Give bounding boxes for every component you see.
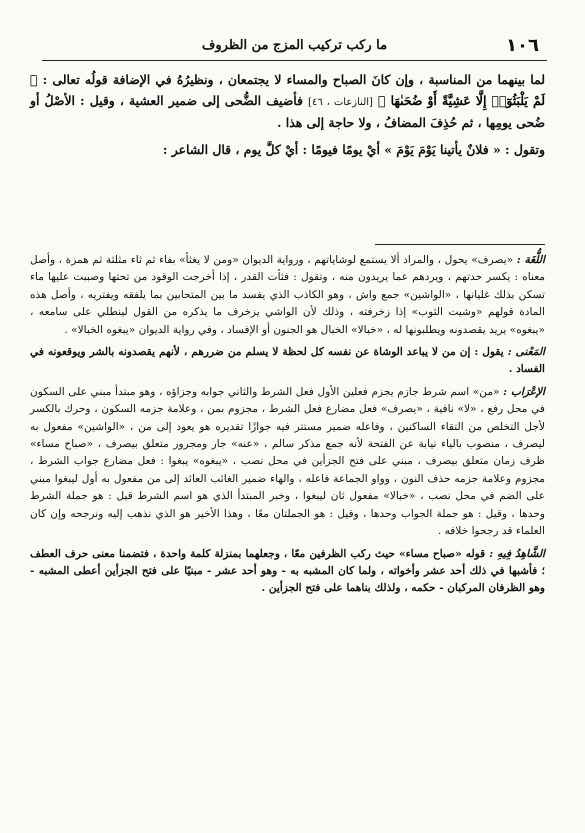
note-lugha-text: «يصرف» يحول ، والمراد ألا يستمع لوشاياتهم ، ورواية الديوان «ومن لا يغثأ» بفاء ثم ثاء مثلثة ثم همزة ، وأصل معناه : يكسر حدتهم ، ويردهم عما يريدون منه ، وتقول : فثأت القدر ، إذا أخرجت الوقود من تحتها وصببت عليها ماء تسكن بذلك غليانها ، «الواشين» جمع واش ، وهو الكاذب الذي يفسد ما بين المتحابين بما يلفقه ويفتريه ، وأصل هذه المادة قولهم «وشيت الثوب» إذا زخرفته ، وذلك لأن الواشي يزخرف ما يذكره من القول لينطلي على سامعه ، «يبغوه» يريد يقصدونه ويطلبونها له ، «خبالا» الخبال هو الجنون أو الإفساد ، وفي رواية الديوان «يبغوه الخبالا» . [30,254,545,336]
note-shahid [30,546,545,598]
note-lugha [30,252,545,339]
footnote-divider [375,244,545,245]
note-irab-text: «من» اسم شرط جازم يجزم فعلين الأول فعل الشرط والثاني جوابه وجزاؤه ، وهو مبتدأ مبني على السكون في محل رفع ، «لا» نافية ، «يصرف» فعل مضارع فعل الشرط ، مجزوم بمن ، وعلامة جزمه السكون ، وحرك بالكسر لأجل التخلص من التقاء الساكنين ، وفاعله ضمير مستتر فيه جوازًا تقديره هو يعود إلى من ، «الواشين» مفعول به ليصرف ، منصوب بالياء نيابة عن الفتحة لأنه جمع مذكر سالم ، «عنه» جار ومجرور متعلق بيصرف ، «صباح مساء» ظرف زمان متعلق بيصرف ، مبني على فتح الجزأين في محل نصب ، «يبغوه» يبغوا : فعل مضارع جواب الشرط ، مجزوم وعلامة جزمه حذف النون ، وواو الجماعة فاعله ، والهاء ضمير الغائب العائد إلى من مفعول به أول ليبغوا مبني على الضم في محل نصب ، «خبالا» مفعول ثان ليبغوا ، وخبر المبتدأ الذي هو اسم الشرط قيل : هو جملة الشرط وحدها ، وقيل : هو جملة الجواب وحدها ، وقيل : هو الجملتان معًا ، وهذا الأخير هو الذي نذهب إليه ونرجحه وإن كان العلماء قد رجحوا خلافه . [30,385,545,538]
page-number: ١٠٦ [506,35,539,56]
main-paragraph-1-end: فأضيف الضُّحى إلى ضمير العشية ، وقيل : الأصْلُ أو ضُحى يومِها ، ثم حُذِفَ المضافُ ، ولا حاجة إلى هذا . [30,92,545,130]
note-shahid-text: قوله «صباح مساء» حيث ركب الظرفين معًا ، وجعلهما بمنزلة كلمة واحدة ، فتضمنا معنى حرف العطف ؛ فأشبها في ذلك أحد عشر وأخواته ، ولما كان المشبه به - وهو أحد عشر - مبنيًا على فتح الجزأين أعطى المشبه - وهو الظرفان المركبان - حكمه ، ولذلك بناهما على فتح الجزأين . [30,547,545,595]
main-paragraph-1 [30,70,545,134]
verse-reference: [النازعات ، ٤٦] [308,96,373,108]
footnotes [30,252,545,603]
note-maana-text: يقول : إن من لا يباعد الوشاة عن نفسه كل لحظة لا يسلم من ضررهم ، لأنهم يقصدونه بالشر ويوقعونه في الفساد . [30,346,545,376]
note-irab [30,384,545,541]
main-paragraph-1-start: لما بينهما من المناسبة ، وإن كانَ الصباح والمساء لا يجتمعان ، ونظيرُهُ في الإضافة قولُه تعالى : [37,72,545,87]
main-text [30,70,545,166]
note-irab-label: الإعْرَاب : [503,385,545,398]
note-shahid-label: الشَّاهِدُ فِيهِ : [489,547,545,560]
note-maana [30,344,545,379]
main-paragraph-2: وتقول : « فلانٌ يأتينا يَوْمَ يَوْمَ » أيْ يومًا فيومًا : أيْ كلَّ يوم ، قال الشاعر : [162,141,545,157]
quran-verse: ﴿ لَمْ يَلْبَثُوٓا۟ إِلَّا عَشِيَّةً أَوْ ضُحَىٰهَا ﴾ [30,72,545,108]
page-header [42,34,547,61]
running-title: ما ركب تركيب المزج من الظروف [201,38,388,53]
note-lugha-label: اللُّغَة : [516,254,545,266]
note-maana-label: المَعْنى : [507,346,545,359]
